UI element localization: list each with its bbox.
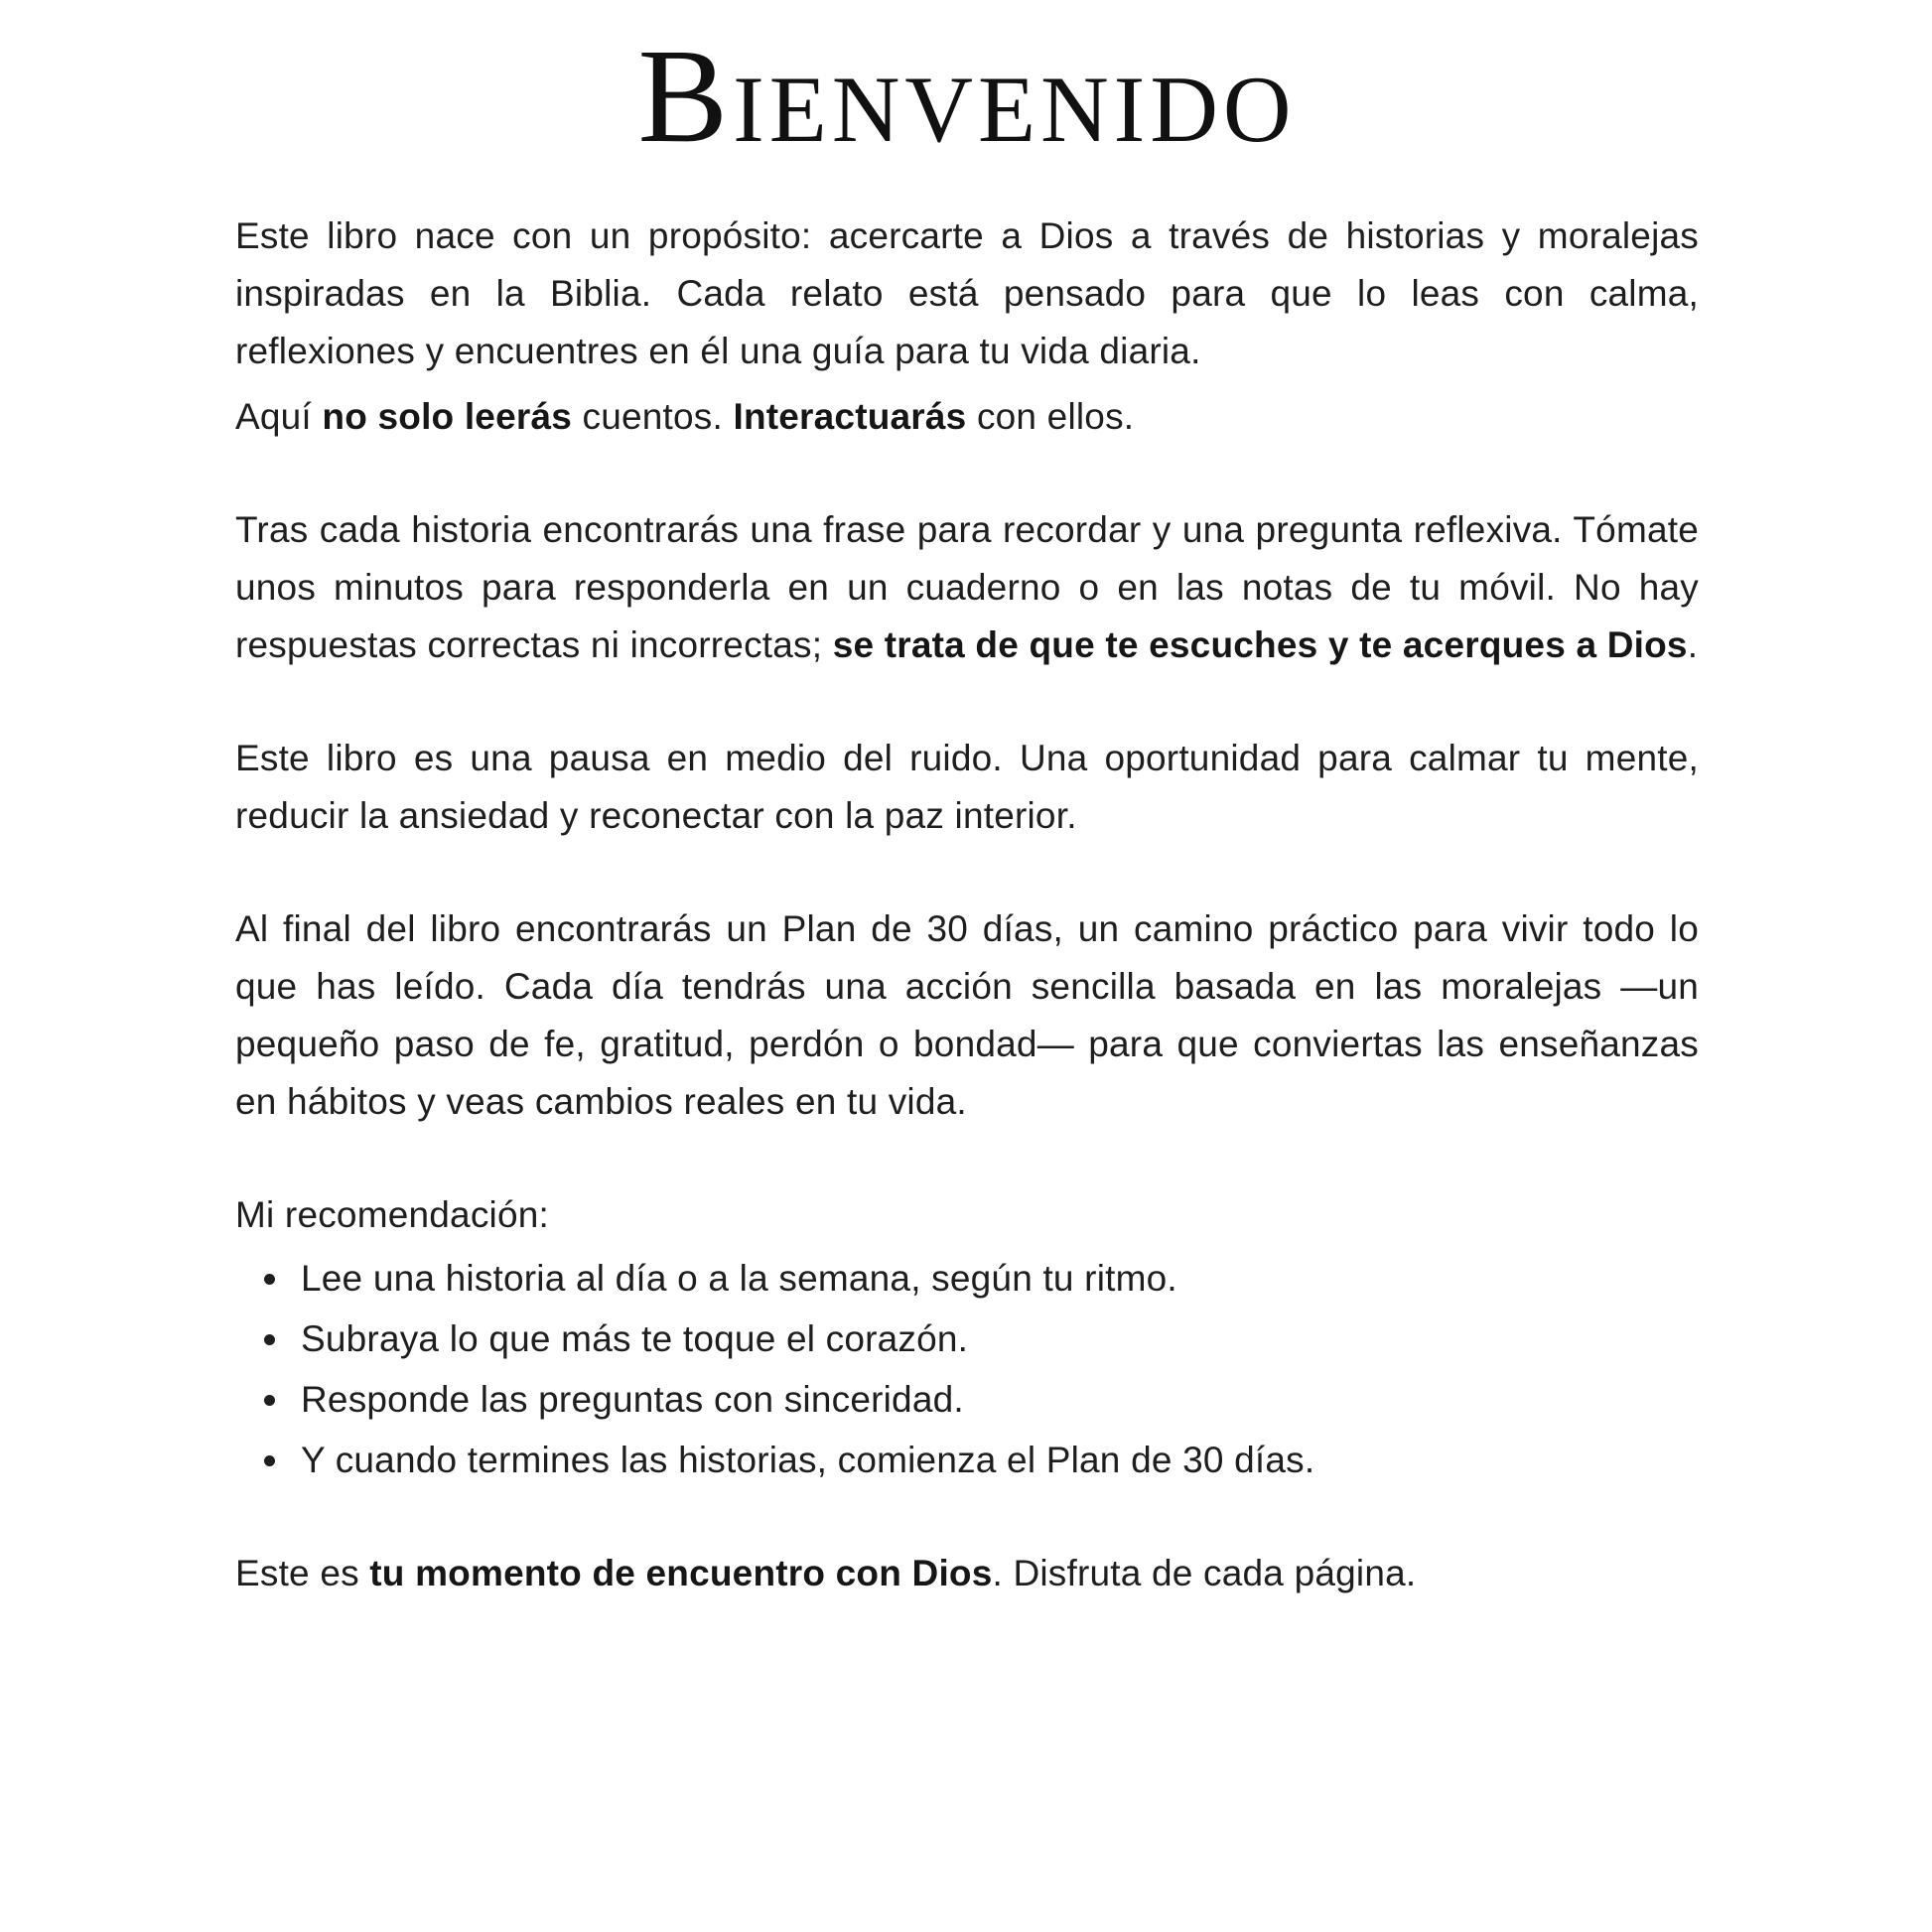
paragraph-plan-30-dias: Al final del libro encontrarás un Plan de 30 días, un camino práctico para vivir todo lo que has leído. Cada día tendrás una acción sencilla basada en las moralejas —un pequeño paso de fe, gratitud, perdón o bondad— para que conviertas las enseñanzas en hábitos y veas cambios reales en tu vida.	[235, 907, 1699, 1122]
text-run: . Disfruta de cada página.	[992, 1552, 1417, 1593]
list-item: • Responde las preguntas con sinceridad.	[293, 1371, 1699, 1429]
recommendation-heading: Mi recomendación:	[235, 1193, 549, 1235]
text-run: .	[1687, 623, 1699, 665]
text-run: cuentos.	[572, 395, 734, 437]
list-item: • Lee una historia al día o a la semana, según tu ritmo.	[293, 1250, 1699, 1308]
list-item: • Subraya lo que más te toque el corazón.	[293, 1311, 1699, 1368]
page-title: Bienvenido	[637, 22, 1297, 171]
paragraph-interaction	[235, 388, 1699, 446]
paragraph-reflection	[235, 501, 1699, 674]
paragraph-purpose: Este libro nace con un propósito: acercarte a Dios a través de historias y moralejas inspiradas en la Biblia. Cada relato está pensado para que lo leas con calma, reflexiones y encuentres en él una guía para tu vida diaria.	[235, 214, 1699, 371]
paragraph-closing	[235, 1545, 1699, 1602]
text-run: con ellos.	[966, 395, 1135, 437]
text-run: Aquí	[235, 395, 323, 437]
recommendation-list	[235, 1250, 1699, 1489]
list-item: • Y cuando termines las historias, comienza el Plan de 30 días.	[293, 1432, 1699, 1489]
text-run: Tras cada historia encontrarás una frase para recordar y una pregunta reflexiva. Tómate unos minutos para responderla en un cuaderno o en las notas de tu móvil. No hay respuestas correctas ni incorrectas;	[235, 508, 1699, 665]
text-run: Este es	[235, 1552, 370, 1593]
bold-run-interactuaras: Interactuarás	[733, 395, 967, 437]
bold-run-tu-momento: tu momento de encuentro con Dios	[369, 1552, 993, 1593]
paragraph-pause: Este libro es una pausa en medio del ruido. Una oportunidad para calmar tu mente, reducir la ansiedad y reconectar con la paz interior.	[235, 737, 1699, 836]
bold-run-no-solo-leeras: no solo leerás	[322, 395, 573, 437]
bold-run-se-trata: se trata de que te escuches y te acerques a Dios	[832, 623, 1688, 665]
